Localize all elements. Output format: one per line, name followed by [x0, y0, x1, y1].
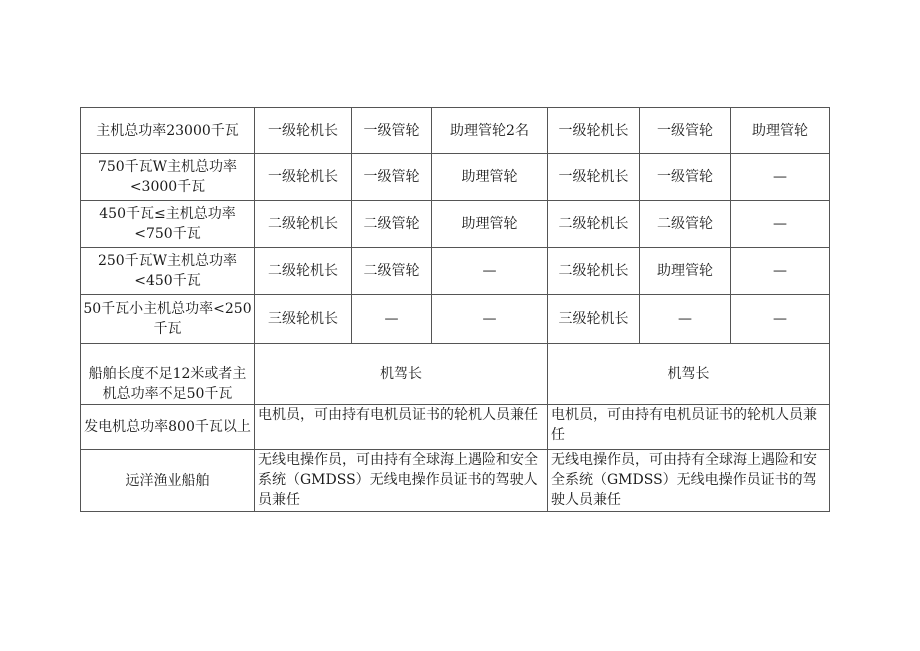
- row-label: 250千瓦W主机总功率<450千瓦: [81, 248, 255, 295]
- table-cell: 二级轮机长: [255, 248, 352, 295]
- table-cell: 助理管轮2名: [432, 108, 548, 154]
- table-row: [81, 154, 830, 201]
- row-label: 750千瓦W主机总功率<3000千瓦: [81, 154, 255, 201]
- table-row: [81, 201, 830, 248]
- table-row: [81, 450, 830, 512]
- row-label: 450千瓦≤主机总功率<750千瓦: [81, 201, 255, 248]
- table-cell: 一级管轮: [352, 154, 432, 201]
- crew-requirements-table: [80, 107, 830, 512]
- table-cell: —: [731, 201, 830, 248]
- table-cell: 一级轮机长: [548, 108, 640, 154]
- merged-cell: 电机员，可由持有电机员证书的轮机人员兼任: [255, 405, 548, 450]
- row-label: 发电机总功率800千瓦以上: [81, 405, 255, 450]
- table-cell: 二级轮机长: [255, 201, 352, 248]
- table-cell: 一级管轮: [352, 108, 432, 154]
- row-label: 主机总功率23000千瓦: [81, 108, 255, 154]
- merged-cell: 电机员，可由持有电机员证书的轮机人员兼任: [548, 405, 830, 450]
- table-cell: 助理管轮: [432, 201, 548, 248]
- table-row: [81, 295, 830, 344]
- table-cell: 一级管轮: [640, 154, 731, 201]
- table-cell: 三级轮机长: [548, 295, 640, 344]
- table-cell: 二级轮机长: [548, 248, 640, 295]
- table-row: [81, 344, 830, 405]
- table-row: [81, 405, 830, 450]
- table-cell: —: [432, 295, 548, 344]
- merged-cell: 机驾长: [548, 344, 830, 405]
- table-cell: 二级管轮: [640, 201, 731, 248]
- table-row: [81, 248, 830, 295]
- table-cell: —: [731, 248, 830, 295]
- row-label: 远洋渔业船舶: [81, 450, 255, 512]
- merged-cell: 机驾长: [255, 344, 548, 405]
- row-label: 50千瓦小主机总功率<250千瓦: [81, 295, 255, 344]
- table-cell: 二级管轮: [352, 201, 432, 248]
- table-cell: 助理管轮: [640, 248, 731, 295]
- table-cell: 二级管轮: [352, 248, 432, 295]
- merged-cell: 无线电操作员，可由持有全球海上遇险和安全系统（GMDSS）无线电操作员证书的驾驶人员兼任: [255, 450, 548, 512]
- table-cell: 三级轮机长: [255, 295, 352, 344]
- table-cell: —: [432, 248, 548, 295]
- table-cell: 一级轮机长: [255, 154, 352, 201]
- row-label: 船舶长度不足12米或者主机总功率不足50千瓦: [81, 344, 255, 405]
- table-cell: 助理管轮: [731, 108, 830, 154]
- table-cell: —: [731, 154, 830, 201]
- table-cell: —: [352, 295, 432, 344]
- table-row: [81, 108, 830, 154]
- table-cell: —: [731, 295, 830, 344]
- table-cell: 一级轮机长: [255, 108, 352, 154]
- merged-cell: 无线电操作员，可由持有全球海上遇险和安全系统（GMDSS）无线电操作员证书的驾驶人员兼任: [548, 450, 830, 512]
- table-cell: 二级轮机长: [548, 201, 640, 248]
- table-cell: —: [640, 295, 731, 344]
- table-cell: 一级轮机长: [548, 154, 640, 201]
- table-cell: 一级管轮: [640, 108, 731, 154]
- table-cell: 助理管轮: [432, 154, 548, 201]
